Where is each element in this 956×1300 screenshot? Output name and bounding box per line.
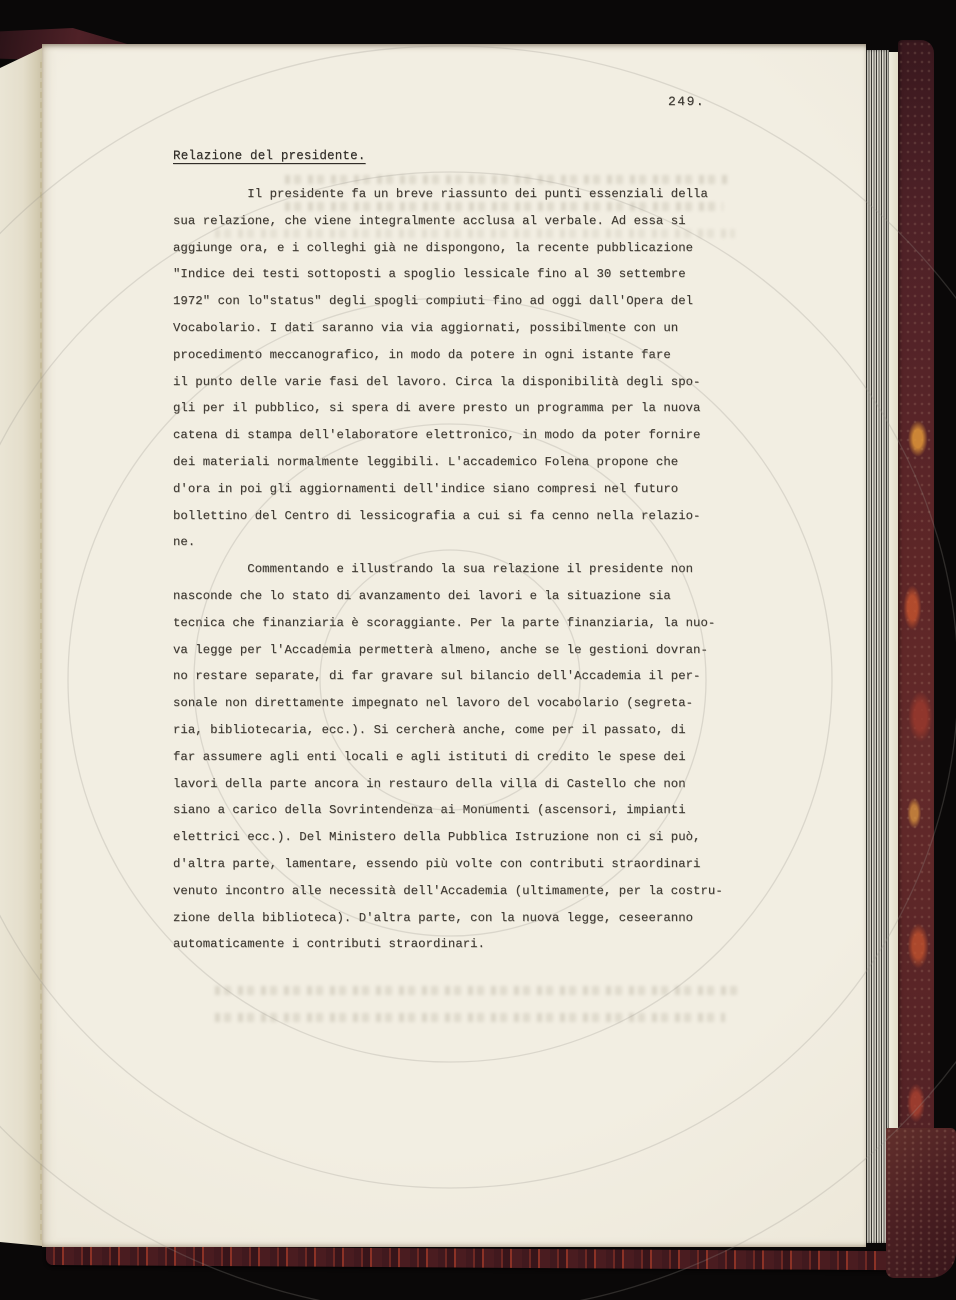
leather-cover-bottom-right-corner [886,1128,956,1278]
endpaper-edge [889,52,898,1242]
text-line: bollettino del Centro di lessicografia a cui si fa cenno nella relazio- [173,508,701,523]
text-line: sonale non direttamente impegnato nel lavoro del vocabolario (segreta- [173,696,694,711]
bleed-through-line [215,986,743,995]
text-line: elettrici ecc.). Del Ministero della Pubblica Istruzione non ci si può, [173,830,701,845]
text-line: far assumere agli enti locali e agli istituti di credito le spese dei [173,749,686,764]
text-line: ne. [173,535,196,550]
text-line: dei materiali normalmente leggibili. L'accademico Folena propone che [173,454,679,469]
text-line: 1972" con lo"status" degli spogli compiuti fino ad oggi dall'Opera del [173,294,694,309]
marbled-cover-edge [898,40,934,1248]
gutter-fold [40,62,42,1240]
text-line: nasconde che lo stato di avanzamento dei lavori e la situazione sia [173,588,671,603]
section-heading-text: Relazione del presidente. [173,149,366,163]
text-line: zione della biblioteca). D'altra parte, con la nuova legge, ceseeranno [173,910,694,925]
text-line: il punto delle varie fasi del lavoro. Circa la disponibilità degli spo- [173,374,701,389]
bleed-through-line [215,1013,725,1022]
text-line: Vocabolario. I dati saranno via via aggiornati, possibilmente con un [173,320,679,335]
text-line: Il presidente fa un breve riassunto dei punti essenziali della [173,187,708,201]
text-line: lavori della parte ancora in restauro della villa di Castello che non [173,776,686,791]
leather-cover-bottom-edge [46,1246,902,1270]
facing-page-sliver [0,48,42,1246]
text-line: catena di stampa dell'elaboratore elettronico, in modo da poter fornire [173,428,701,443]
text-line: automaticamente i contributi straordinari. [173,937,486,952]
text-line: aggiunge ora, e i colleghi già ne dispongono, la recente pubblicazione [173,240,694,255]
text-line: sua relazione, che viene integralmente acclusa al verbale. Ad essa si [173,213,686,228]
page-number: 249. [668,94,706,109]
section-heading [173,149,366,163]
page-stack-edge [866,50,889,1243]
text-line: Commentando e illustrando la sua relazione il presidente non [173,562,694,577]
text-line: no restare separate, di far gravare sul bilancio dell'Accademia il per- [173,669,701,684]
text-line: "Indice dei testi sottoposti a spoglio lessicale fino al 30 settembre [173,267,686,282]
text-line: d'altra parte, lamentare, essendo più volte con contributi straordinari [173,856,701,871]
text-line: procedimento meccanografico, in modo da potere in ogni istante fare [173,347,671,362]
text-line: tecnica che finanziaria è scoraggiante. Per la parte finanziaria, la nuo- [173,615,716,630]
text-line: siano a carico della Sovrintendenza ai Monumenti (ascensori, impianti [173,803,686,818]
text-line: va legge per l'Accademia permetterà almeno, anche se le gestioni dovran- [173,642,708,657]
text-line: gli per il pubblico, si spera di avere presto un programma per la nuova [173,401,701,416]
text-line: d'ora in poi gli aggiornamenti dell'indice siano compresi nel futuro [173,481,679,496]
typewritten-text [173,181,733,958]
text-line: venuto incontro alle necessità dell'Accademia (ultimamente, per la costru- [173,883,723,898]
text-line: ria, bibliotecaria, ecc.). Si cercherà anche, come per il passato, di [173,722,686,737]
